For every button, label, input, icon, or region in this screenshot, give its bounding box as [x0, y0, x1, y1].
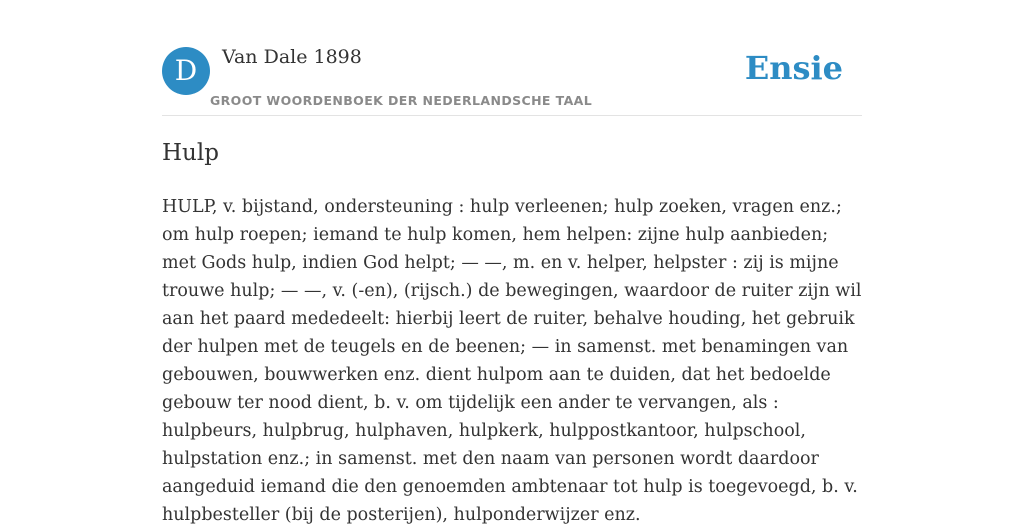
- dictionary-avatar: D: [162, 47, 210, 95]
- entry-definition: HULP, v. bijstand, ondersteuning : hulp verleenen; hulp zoeken, vragen enz.; om hulp roepen; iemand te hulp komen, hem helpen: zijne hulp aanbieden; met Gods hulp, indien God helpt; — —, m. en v. helper, helpster : zij is mijne trouwe hulp; — —, v. (-en), (rijsch.) de bewegingen, waardoor de ruiter zijn wil aan het paard mededeelt: hierbij leert de ruiter, behalve houding, het gebruik der hulpen met de teugels en de beenen; — in samenst. met benamingen van gebouwen, bouwwerken enz. dient hulpom aan te duiden, dat het bedoelde gebouw ter nood dient, b. v. om tijdelijk een ander te vervangen, als : hulpbeurs, hulpbrug, hulphaven, hulpkerk, hulppostkantoor, hulpschool, hulpstation enz.; in samenst. met den naam van personen wordt daardoor aangeduid iemand die den genoemden ambtenaar tot hulp is toegevoegd, b. v. hulpbesteller (bij de posterijen), hulponderwijzer enz.: [162, 197, 862, 525]
- header-divider: [162, 115, 862, 116]
- dictionary-header: [162, 46, 862, 116]
- entry-title: Hulp: [162, 140, 219, 166]
- dictionary-title[interactable]: Van Dale 1898: [222, 46, 362, 68]
- brand-logo-link[interactable]: Ensie: [744, 49, 843, 87]
- dictionary-subtitle: GROOT WOORDENBOEK DER NEDERLANDSCHE TAAL: [210, 93, 593, 108]
